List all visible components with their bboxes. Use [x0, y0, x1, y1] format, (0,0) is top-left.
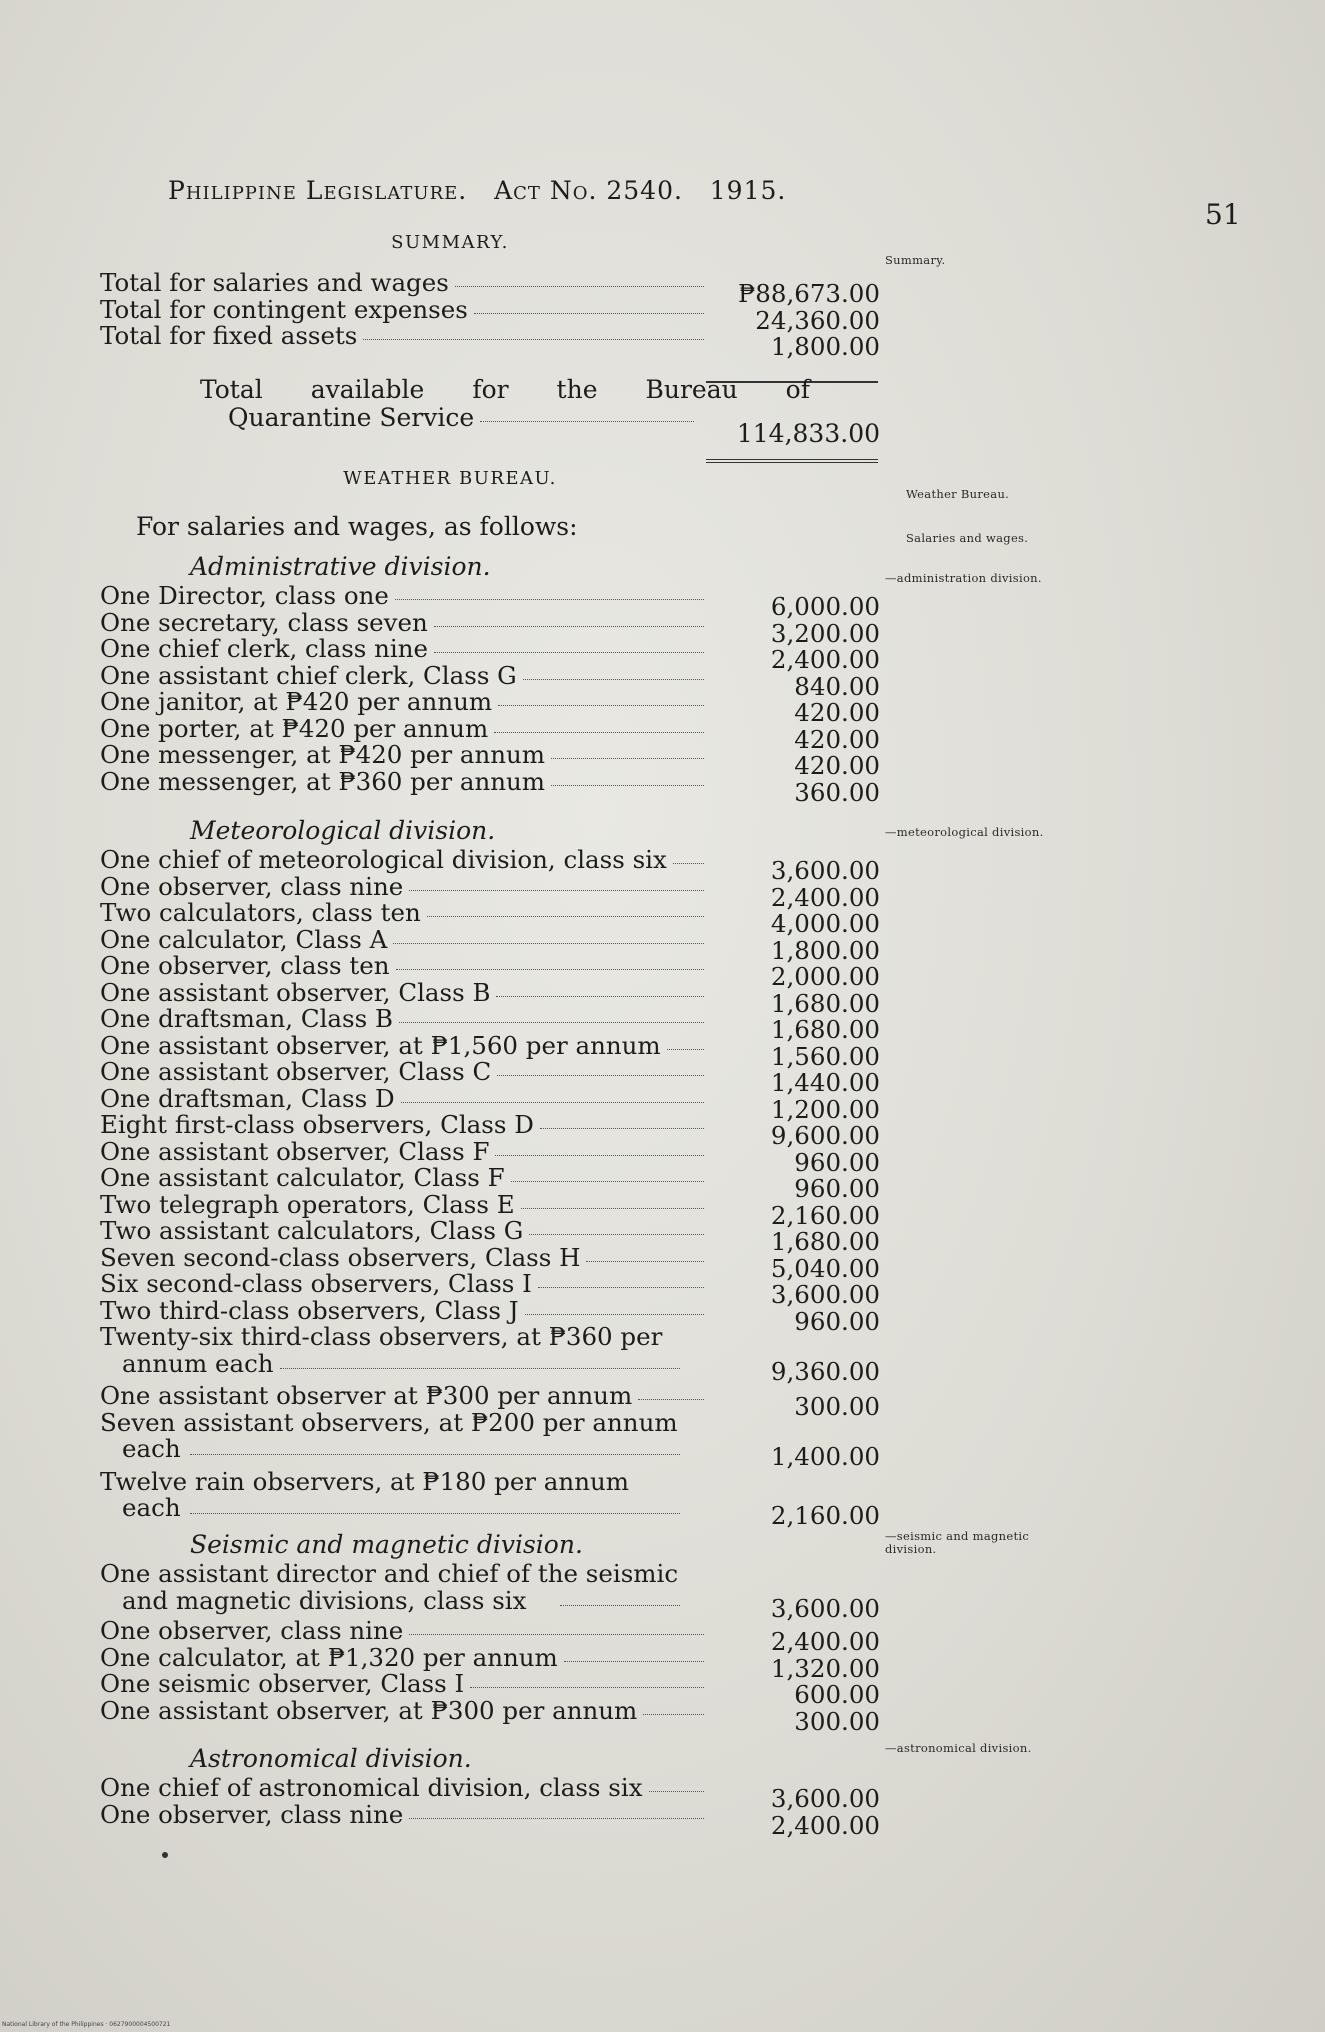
row-label: One messenger, at ₱360 per annum [100, 766, 546, 796]
row-amount: 1,800.00 [770, 332, 880, 361]
dot-leader [649, 1791, 704, 1792]
row-amount: 1,440.00 [770, 1068, 880, 1097]
row-label-line-1: Twelve rain observers, at ₱180 per annum [100, 1466, 629, 1496]
row-amount: 420.00 [794, 724, 880, 754]
row-amount: 1,400.00 [770, 1442, 880, 1471]
row-label: One assistant observer at ₱300 per annum [100, 1381, 633, 1410]
dot-leader [495, 1155, 704, 1156]
dot-leader [396, 969, 704, 970]
header-legislature: Philippine Legislature. [168, 176, 468, 205]
table-row [100, 1110, 880, 1150]
running-header [168, 176, 786, 205]
dot-leader [667, 1049, 704, 1050]
margin-note-salaries: Salaries and wages. [906, 531, 1029, 545]
dot-leader [280, 1368, 680, 1369]
seismic-division [100, 1518, 880, 1736]
weather-title: WEATHER BUREAU. [343, 468, 557, 489]
table-row [100, 1466, 880, 1530]
table-row [100, 1616, 880, 1656]
row-amount: 1,680.00 [770, 988, 880, 1018]
margin-note-seismic: —seismic and magnetic division. [885, 1529, 1030, 1556]
row-label: One chief of astronomical division, class six [100, 1773, 643, 1802]
row-amount: 1,680.00 [770, 1227, 880, 1256]
row-amount: 24,360.00 [755, 305, 880, 335]
summary-title: SUMMARY. [391, 232, 509, 253]
row-label: Two calculators, class ten [100, 898, 421, 927]
dot-leader [393, 943, 704, 944]
table-row [100, 1242, 880, 1283]
meteorological-division [100, 804, 880, 1530]
meteorological-title: Meteorological division. [190, 816, 496, 845]
dot-leader [564, 1661, 704, 1662]
row-amount: 2,160.00 [770, 1200, 880, 1230]
margin-note-weather: Weather Bureau. [906, 487, 1010, 501]
row-label: One assistant observer, at ₱1,560 per annum [100, 1030, 661, 1060]
dot-leader [455, 286, 704, 287]
table-row [100, 1030, 880, 1071]
row-label: One assistant observer, at ₱300 per annum [100, 1695, 638, 1725]
row-label-line-2: annum each [122, 1348, 274, 1378]
dot-leader [409, 890, 704, 891]
dot-leader [190, 1513, 680, 1514]
row-amount: 9,360.00 [770, 1356, 880, 1386]
table-row [100, 1322, 880, 1386]
row-label [100, 1466, 680, 1522]
row-amount: 2,160.00 [770, 1501, 880, 1530]
dot-leader [551, 785, 704, 786]
row-amount: 1,560.00 [770, 1041, 880, 1071]
table-row [100, 1216, 880, 1256]
table-row [100, 1407, 880, 1471]
row-label: Total for salaries and wages [100, 268, 449, 297]
row-amount: 2,400.00 [770, 645, 880, 674]
margin-note-administrative: —administration division. [885, 571, 1042, 585]
dot-leader [540, 1128, 704, 1129]
total-double-rule [706, 459, 878, 463]
dot-leader [525, 1314, 704, 1315]
table-row [100, 740, 880, 780]
row-amount: 300.00 [794, 1706, 880, 1736]
dot-leader [395, 599, 704, 600]
row-amount: 2,400.00 [770, 1627, 880, 1656]
row-label: One secretary, class seven [100, 607, 428, 637]
dot-leader [434, 652, 704, 653]
table-row [100, 1004, 880, 1044]
table-row [100, 1269, 880, 1309]
dot-leader [498, 705, 704, 706]
table-row [100, 660, 880, 701]
table-row [100, 1642, 880, 1683]
row-label: One assistant observer, Class B [100, 977, 491, 1007]
table-row [100, 1163, 880, 1203]
row-label: Two assistant calculators, Class G [100, 1216, 524, 1245]
margin-note-meteorological: —meteorological division. [885, 825, 1044, 839]
row-label: Two telegraph operators, Class E [100, 1189, 515, 1219]
astronomical-title: Astronomical division. [190, 1744, 472, 1773]
table-row [100, 977, 880, 1018]
row-label: One assistant observer, Class F [100, 1136, 490, 1166]
total-line-1: Total available for the Bureau of [200, 375, 810, 404]
dot-leader [586, 1261, 704, 1262]
table-row [100, 1773, 880, 1813]
row-amount: 3,600.00 [770, 1280, 880, 1309]
dot-leader [551, 758, 704, 759]
row-label: One messenger, at ₱420 per annum [100, 740, 546, 769]
row-amount: 2,000.00 [770, 962, 880, 991]
weather-intro-block [100, 502, 880, 543]
row-label: One calculator, Class A [100, 924, 388, 954]
row-label: One assistant calculator, Class F [100, 1163, 505, 1192]
row-label: Six second-class observers, Class I [100, 1269, 532, 1298]
table-row [100, 1559, 880, 1623]
row-label [100, 1324, 680, 1377]
dot-leader [497, 1075, 704, 1076]
row-label: One chief of meteorological division, class six [100, 845, 667, 874]
dot-leader [409, 1634, 704, 1635]
row-label [100, 1407, 680, 1463]
dot-leader [363, 339, 704, 340]
row-amount: 1,320.00 [770, 1653, 880, 1683]
row-label: One calculator, at ₱1,320 per annum [100, 1642, 558, 1672]
summary-total [100, 375, 880, 448]
row-amount: 6,000.00 [770, 592, 880, 621]
row-label: Total for contingent expenses [100, 294, 468, 324]
dot-leader [427, 916, 704, 917]
row-label: Total for fixed assets [100, 321, 358, 350]
row-label: One draftsman, Class B [100, 1004, 393, 1033]
table-row [100, 871, 880, 912]
dot-leader [560, 1605, 680, 1606]
table-row [100, 1057, 880, 1097]
row-amount: 840.00 [794, 671, 880, 701]
row-label: Eight first-class observers, Class D [100, 1110, 534, 1139]
table-row [100, 687, 880, 727]
row-label: One Director, class one [100, 581, 389, 610]
row-label-line-2: each [122, 1434, 181, 1463]
table-row [100, 713, 880, 754]
dot-leader [643, 1714, 704, 1715]
total-line-2: Quarantine Service [228, 403, 475, 432]
summary-row-contingent [100, 294, 880, 335]
row-amount: 960.00 [794, 1147, 880, 1177]
row-label: One seismic observer, Class I [100, 1669, 465, 1698]
total-amount: 114,833.00 [736, 419, 880, 448]
dot-leader [521, 1208, 704, 1209]
row-label: One assistant chief clerk, Class G [100, 660, 517, 690]
table-row [100, 1295, 880, 1336]
row-amount: 9,600.00 [770, 1121, 880, 1150]
seismic-title: Seismic and magnetic division. [190, 1530, 583, 1559]
margin-note-astronomical: —astronomical division. [885, 1741, 1032, 1755]
table-row [100, 1083, 880, 1124]
dot-leader [409, 1818, 704, 1819]
row-label [100, 1561, 680, 1614]
dot-leader [494, 732, 704, 733]
row-label: One observer, class nine [100, 1616, 404, 1645]
scan-footer: National Library of the Philippines · 0627900004500721 [2, 2021, 171, 2028]
row-amount: 1,800.00 [770, 935, 880, 965]
dot-leader [496, 996, 704, 997]
row-amount: 3,200.00 [770, 618, 880, 648]
row-label-line-1: Seven assistant observers, at ₱200 per annum [100, 1407, 678, 1437]
dot-leader [523, 679, 704, 680]
row-amount: 360.00 [794, 777, 880, 807]
row-amount: 3,600.00 [770, 856, 880, 885]
table-row [100, 581, 880, 621]
administrative-title: Administrative division. [190, 552, 491, 581]
table-row [100, 766, 880, 807]
row-label-line-1: Twenty-six third-class observers, at ₱360 per [100, 1322, 663, 1351]
dot-leader [480, 421, 694, 422]
row-amount: 600.00 [794, 1680, 880, 1709]
dot-leader [434, 626, 704, 627]
dot-leader [511, 1181, 704, 1182]
administrative-division [100, 540, 880, 807]
summary-row-fixed-assets [100, 321, 880, 361]
dot-leader [638, 1399, 704, 1400]
row-amount: ₱88,673.00 [738, 279, 880, 308]
table-row [100, 1669, 880, 1709]
row-label-line-2: each [122, 1493, 181, 1522]
astronomical-division [100, 1732, 880, 1840]
row-label: One draftsman, Class D [100, 1083, 395, 1113]
row-amount: 2,400.00 [770, 882, 880, 912]
row-amount: 960.00 [794, 1174, 880, 1203]
table-row [100, 924, 880, 965]
row-amount: 960.00 [794, 1306, 880, 1336]
page-number: 51 [1205, 198, 1241, 231]
table-row [100, 1136, 880, 1177]
dot-leader [399, 1022, 704, 1023]
table-row [100, 951, 880, 991]
row-label: One chief clerk, class nine [100, 634, 429, 663]
table-row [100, 845, 880, 885]
dot-leader [529, 1234, 704, 1235]
row-label-line-2: and magnetic divisions, class six [122, 1585, 527, 1615]
row-label: Seven second-class observers, Class H [100, 1242, 581, 1272]
row-label: One assistant observer, Class C [100, 1057, 492, 1086]
table-row [100, 898, 880, 938]
row-amount: 300.00 [794, 1392, 880, 1421]
row-amount: 3,600.00 [770, 1593, 880, 1623]
row-label: One observer, class nine [100, 1799, 404, 1829]
row-label: Two third-class observers, Class J [100, 1295, 519, 1325]
summary-rows [100, 268, 880, 361]
weather-bureau-section [100, 468, 880, 489]
table-row [100, 634, 880, 674]
row-amount: 3,600.00 [770, 1784, 880, 1813]
table-row [100, 1799, 880, 1840]
row-label: One janitor, at ₱420 per annum [100, 687, 493, 716]
margin-note-summary: Summary. [885, 253, 946, 267]
row-amount: 2,400.00 [770, 1810, 880, 1840]
dot-leader [538, 1287, 704, 1288]
ink-speck [162, 1852, 168, 1858]
row-amount: 4,000.00 [770, 909, 880, 938]
salaries-intro: For salaries and wages, as follows: [136, 512, 578, 541]
header-act: Act No. 2540. [494, 176, 683, 205]
row-amount: 5,040.00 [770, 1253, 880, 1283]
row-amount: 1,680.00 [770, 1015, 880, 1044]
header-year: 1915. [709, 176, 787, 205]
row-amount: 420.00 [794, 698, 880, 727]
dot-leader [470, 1687, 704, 1688]
summary-section [100, 232, 880, 253]
table-row [100, 1189, 880, 1230]
row-label: One observer, class ten [100, 951, 390, 980]
dot-leader [401, 1102, 704, 1103]
summary-row-salaries [100, 268, 880, 308]
row-amount: 1,200.00 [770, 1094, 880, 1124]
row-label: One observer, class nine [100, 871, 404, 901]
dot-leader [474, 313, 704, 314]
table-row [100, 1381, 880, 1421]
table-row [100, 607, 880, 648]
dot-leader [673, 863, 704, 864]
row-label-line-1: One assistant director and chief of the seismic [100, 1559, 679, 1588]
table-row [100, 1695, 880, 1736]
dot-leader [190, 1454, 680, 1455]
row-amount: 420.00 [794, 751, 880, 780]
row-label: One porter, at ₱420 per annum [100, 713, 489, 743]
